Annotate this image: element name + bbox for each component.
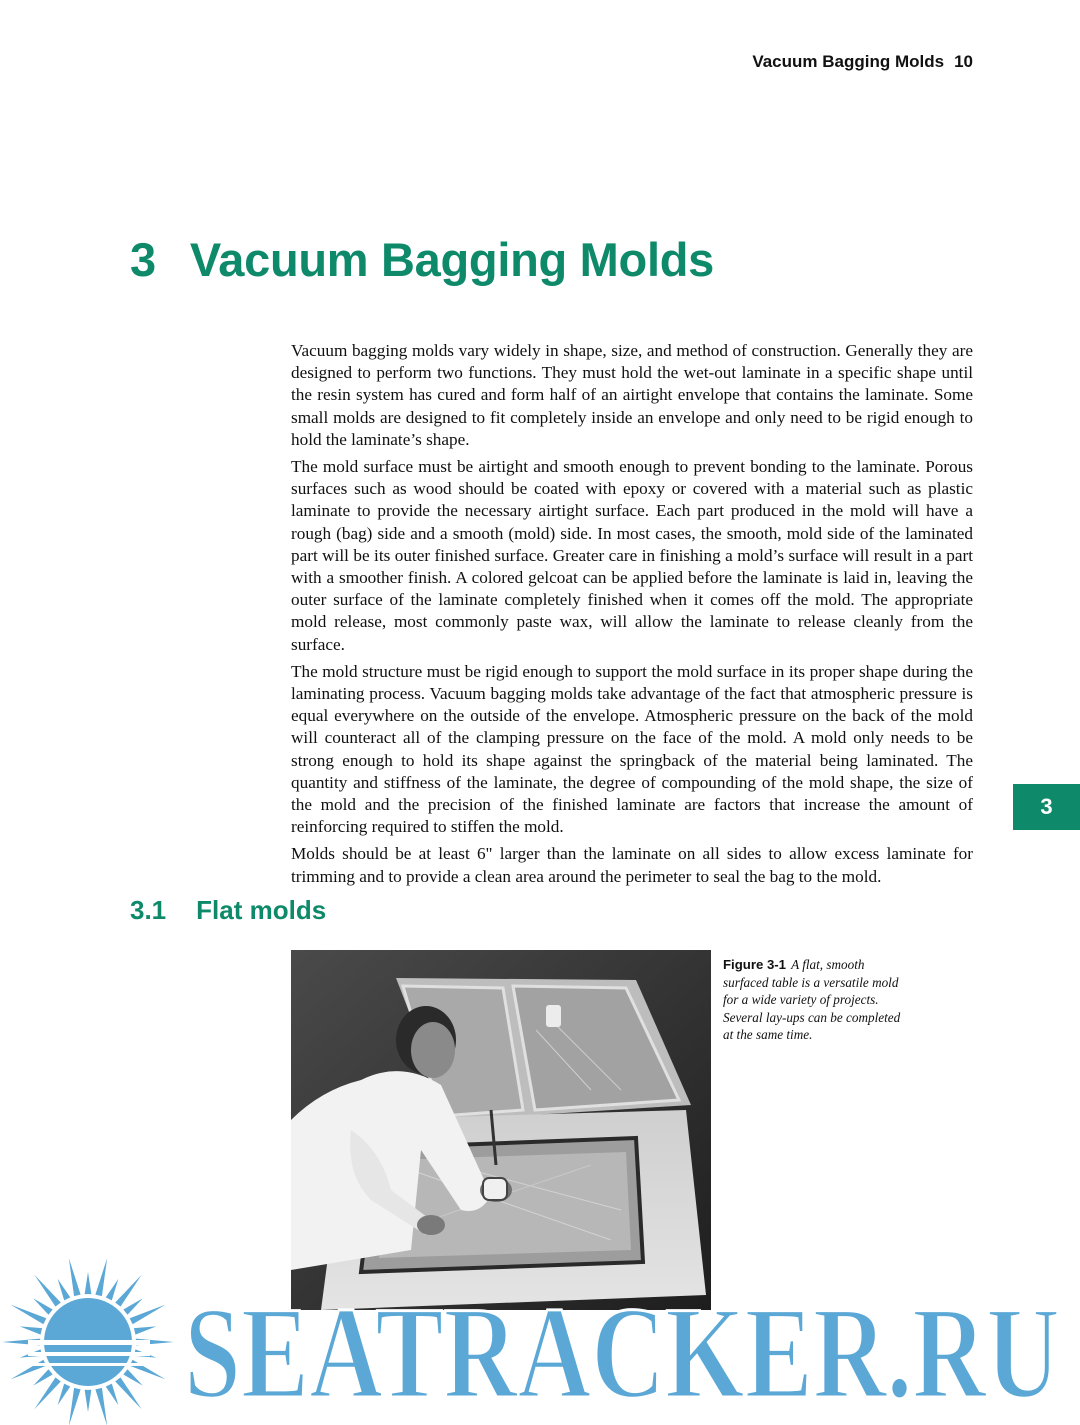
sun-ray (58, 1384, 71, 1405)
sun-ray (69, 1388, 81, 1425)
paragraph: Vacuum bagging molds vary widely in shape, size, and method of construction. Generally they are designed to perform two functions. They must hold the wet-out laminate in a specific shape until the resin system has cured and form half of an airtight envelope that contains the laminate. Some small molds are designed to fit completely inside an envelope and only need to be rigid enough to hold the laminate’s shape. (291, 341, 973, 449)
page-number: 10 (954, 52, 973, 71)
sun-ray (123, 1369, 142, 1385)
body-text (291, 340, 973, 893)
sun-ray (130, 1305, 166, 1325)
sun-ray (95, 1388, 107, 1425)
sun-ray (130, 1360, 166, 1380)
sun-ray (85, 1272, 92, 1294)
figure-label: Figure 3-1 (723, 957, 787, 972)
section-title (130, 895, 326, 926)
watermark-text: SEATRACKER.RU (184, 1287, 1060, 1409)
sun-ray (69, 1258, 81, 1296)
photo-illustration (291, 950, 711, 1310)
sun-ray (58, 1279, 71, 1300)
sun-ray (85, 1390, 92, 1412)
running-head (752, 52, 973, 72)
sun-ray (11, 1305, 47, 1325)
sun-ray (134, 1326, 156, 1334)
running-title: Vacuum Bagging Molds (752, 52, 945, 71)
sun-ray (106, 1384, 119, 1405)
watermark (182, 1287, 1062, 1409)
sun-ray (106, 1279, 119, 1300)
sun-ray (20, 1326, 42, 1334)
chapter-title (130, 232, 714, 287)
sun-ray (123, 1298, 142, 1314)
sun-ray (11, 1360, 47, 1380)
sun-ray (33, 1369, 52, 1385)
figure-caption (723, 956, 905, 1044)
sun-logo-icon (0, 1258, 180, 1425)
paragraph: Molds should be at least 6" larger than the laminate on all sides to allow excess laminate for trimming and to provide a clean area around the perimeter to seal the bag to the mold. (291, 844, 973, 886)
section-number: 3.1 (130, 895, 167, 925)
chapter-tab: 3 (1013, 784, 1080, 830)
section-title-text: Flat molds (196, 895, 327, 925)
sun-ray (33, 1298, 52, 1314)
chapter-title-text: Vacuum Bagging Molds (189, 233, 714, 286)
paragraph: The mold surface must be airtight and smooth enough to prevent bonding to the laminate. Porous surfaces such as wood should be coated with epoxy or covered with a material such as plastic laminate to provide the necessary airtight surface. Each part produced in the mold will have a rough (bag) side and a smooth (mold) side. In most cases, the smooth, mold side of the laminated part will be its outer finished surface. Greater care in finishing a mold’s surface will result in a part with a smoother finish. A colored gelcoat can be applied before the laminate is laid in, leaving the outer surface of the laminate completely finished when it comes off the mold. The appropriate mold release, most commonly paste wax, will allow the laminate to release cleanly from the surface. (291, 457, 973, 654)
figure-photo (291, 950, 711, 1310)
chapter-number: 3 (130, 233, 156, 286)
sun-ray (95, 1258, 107, 1296)
figure-caption-text: A flat, smooth surfaced table is a versatile mold for a wide variety of projects. Several lay-ups can be completed at the same time. (723, 957, 901, 1042)
paragraph: The mold structure must be rigid enough to support the mold surface in its proper shape during the laminating process. Vacuum bagging molds take advantage of the fact that atmospheric pressure is equal everywhere on the outside of the envelope. Atmospheric pressure on the back of the mold will counteract all of the clamping pressure on the face of the mold. A mold only needs to be strong enough to hold its shape against the springback of the material being laminated. The quantity and stiffness of the laminate, the degree of compounding of the mold shape, the size of the mold and the precision of the finished laminate are factors that increase the amount of reinforcing required to stiffen the mold. (291, 661, 973, 837)
